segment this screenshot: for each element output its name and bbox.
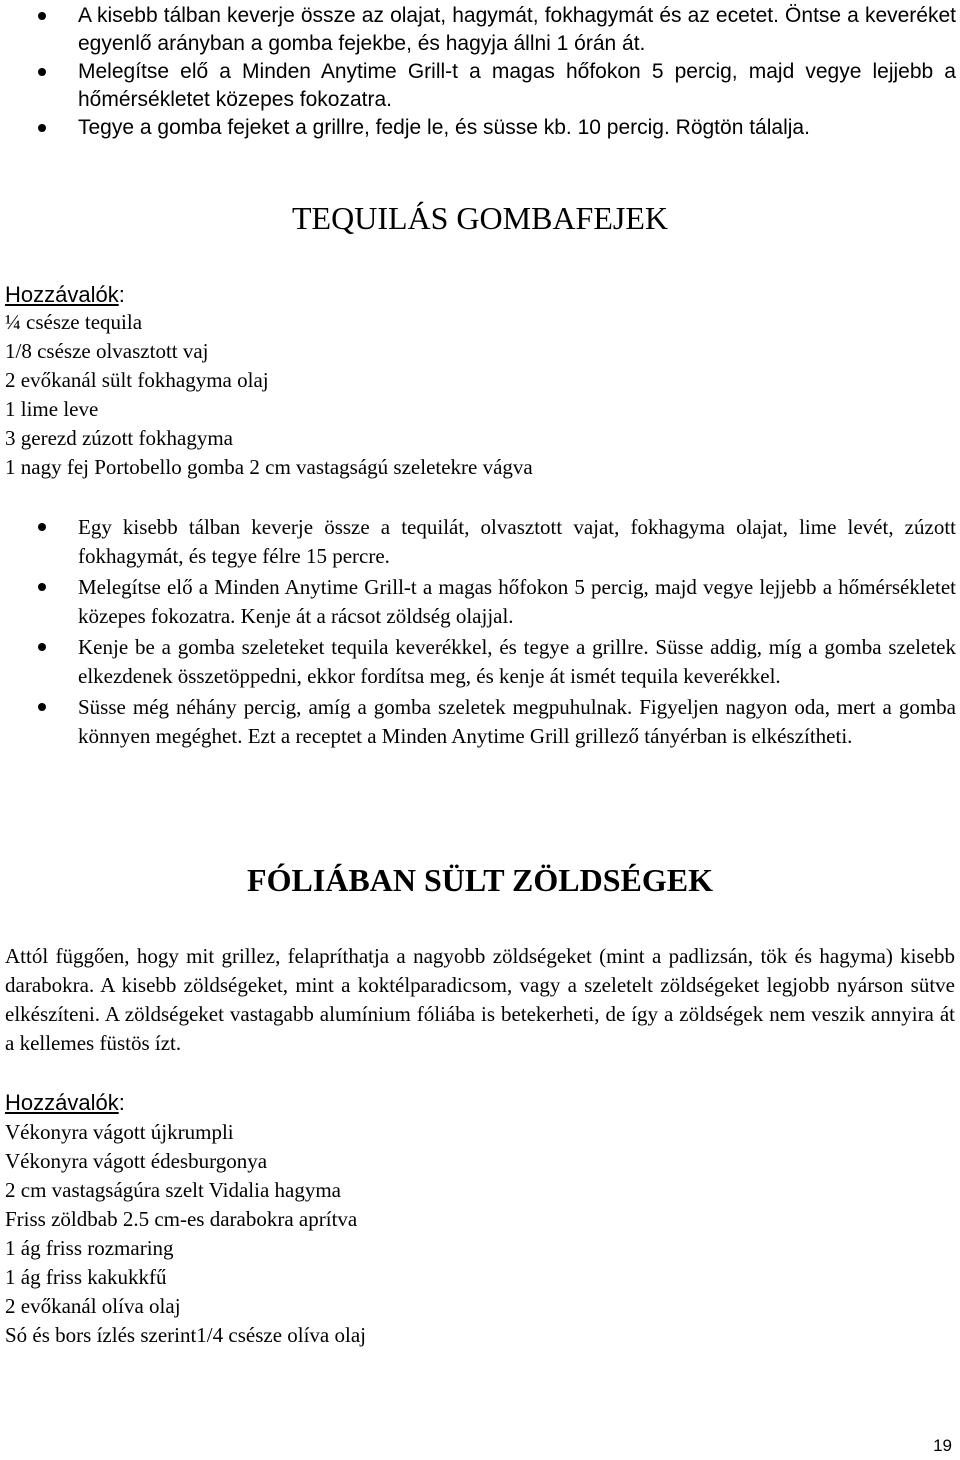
ingredients-list: [5, 1118, 366, 1350]
ingredients-list: [5, 308, 533, 482]
recipe-steps: [0, 513, 960, 753]
list-item: Friss zöldbab 2.5 cm-es darabokra aprítva: [5, 1207, 358, 1231]
list-item: Egy kisebb tálban keverje össze a tequilát, olvasztott vajat, fokhagyma olajat, lime levét, zúzott fokhagymát, és tegye félre 15 percre.: [0, 513, 960, 571]
list-item: Tegye a gomba fejeket a grillre, fedje le, és süsse kb. 10 percig. Rögtön tálalja.: [0, 114, 960, 142]
list-item: 3 gerezd zúzott fokhagyma: [5, 426, 233, 450]
bullet-icon: [38, 583, 46, 591]
list-item: Süsse még néhány percig, amíg a gomba szeletek megpuhulnak. Figyeljen nagyon oda, mert a gomba könnyen megéghet. Ezt a receptet a Minden Anytime Grill grillező tányérban is elkészítheti.: [0, 693, 960, 751]
bullet-icon: [38, 12, 46, 20]
list-item: 2 cm vastagságúra szelt Vidalia hagyma: [5, 1178, 341, 1202]
list-item: 1 lime leve: [5, 397, 99, 421]
recipe-title: FÓLIÁBAN SÜLT ZÖLDSÉGEK: [247, 862, 713, 898]
list-item: 1 nagy fej Portobello gomba 2 cm vastagságú szeletekre vágva: [5, 455, 533, 479]
list-item: A kisebb tálban keverje össze az olajat, hagymát, fokhagymát és az ecetet. Öntse a keveréket egyenlő arányban a gomba fejekbe, és hagyja állni 1 órán át.: [0, 2, 960, 58]
bullet-icon: [38, 68, 46, 76]
list-item: Kenje be a gomba szeleteket tequila keverékkel, és tegye a grillre. Süsse addig, míg a gomba szeletek elkezdenek összetöppedni, ekkor fordítsa meg, és kenje át ismét tequila keverékkel.: [0, 633, 960, 691]
list-item: Melegítse elő a Minden Anytime Grill-t a magas hőfokon 5 percig, majd vegye lejjebb a hőmérsékletet közepes fokozatra. Kenje át a rácsot zöldség olajjal.: [0, 573, 960, 631]
recipe-intro: Attól függően, hogy mit grillez, felapríthatja a nagyobb zöldségeket (mint a padlizsán, tök és hagyma) kisebb darabokra. A kisebb zöldségeket, mint a koktélparadicsom, vagy a szeletelt zöldségeket legjobb nyárson sütve elkészíteni. A zöldségeket vastagabb alumínium fóliába is betekerheti, de így a zöldségek nem veszik annyira át a kellemes füstös ízt.: [5, 944, 955, 1055]
bullet-icon: [38, 643, 46, 651]
list-item: ¼ csésze tequila: [5, 310, 143, 334]
previous-recipe-steps: [0, 0, 960, 142]
list-item: 1 ág friss kakukkfű: [5, 1265, 167, 1289]
ingredients-heading: Hozzávalók:: [5, 282, 125, 307]
list-item: 2 evőkanál sült fokhagyma olaj: [5, 368, 269, 392]
list-item: 1/8 csésze olvasztott vaj: [5, 339, 209, 363]
page-number: 19: [933, 1436, 952, 1455]
list-item: 2 evőkanál olíva olaj: [5, 1294, 181, 1318]
bullet-icon: [38, 703, 46, 711]
list-item: Só és bors ízlés szerint1/4 csésze olíva olaj: [5, 1323, 366, 1347]
list-item: Vékonyra vágott édesburgonya: [5, 1149, 268, 1173]
bullet-icon: [38, 523, 46, 531]
list-item: 1 ág friss rozmaring: [5, 1236, 174, 1260]
ingredients-heading: Hozzávalók:: [5, 1090, 125, 1115]
list-item: Vékonyra vágott újkrumpli: [5, 1120, 234, 1144]
bullet-icon: [38, 124, 46, 132]
recipe-title: TEQUILÁS GOMBAFEJEK: [292, 200, 668, 236]
list-item: Melegítse elő a Minden Anytime Grill-t a magas hőfokon 5 percig, majd vegye lejjebb a hőmérsékletet közepes fokozatra.: [0, 58, 960, 114]
